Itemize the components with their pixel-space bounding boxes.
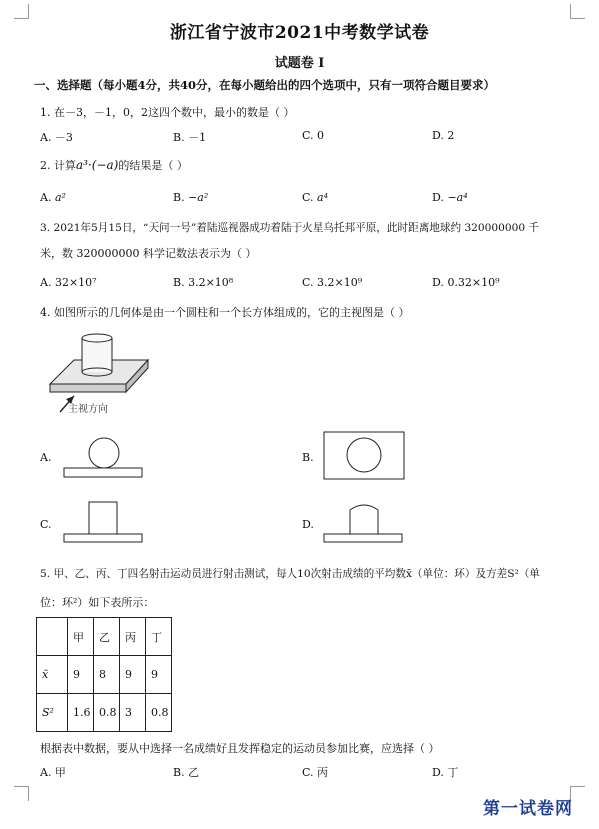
q5-stem-line1: 5. 甲、乙、丙、丁四名射击运动员进行射击测试，每人10次射击成绩的平均数x̄（单位：环）及方差S²（单 (40, 568, 540, 580)
q5-stem-line2: 位：环²）如下表所示： (40, 596, 155, 609)
option-a-rectangle (64, 468, 142, 477)
q1-option-c: C. 0 (302, 129, 325, 142)
q2-stem-prefix: 2. 计算 (40, 159, 76, 172)
q3-option-a-value: 32×10⁷ (54, 276, 97, 289)
table-cell: 9 (68, 656, 94, 694)
q5-option-a: A. 甲 (40, 766, 66, 779)
q4-option-d-label: D. (302, 518, 314, 531)
q5-stats-table (36, 617, 172, 732)
q3-option-c-label: C. (302, 276, 314, 289)
q2-option-b-label: B. (173, 191, 185, 204)
q2-option-c-label: C. (302, 191, 314, 204)
table-cell: 0.8 (94, 694, 120, 732)
table-header-cell: 甲 (68, 618, 94, 656)
option-d-base-rect (324, 534, 402, 542)
q4-option-b-label: B. (302, 451, 314, 464)
q3-stem-line1: 3. 2021年5月15日，“天问一号”着陆巡视器成功着陆于火星乌托邦平原，此时距离地球约 320000000 千 (40, 222, 540, 234)
footer-watermark: 第一试卷网 (483, 799, 573, 819)
table-cell: 3 (120, 694, 146, 732)
table-header-cell: 丙 (120, 618, 146, 656)
table-header-cell: 丁 (146, 618, 172, 656)
q4-stem: 4. 如图所示的几何体是由一个圆柱和一个长方体组成的，它的主视图是（ ） (40, 306, 410, 319)
q1-option-a: A. －3 (40, 131, 73, 144)
table-row-label: S² (37, 694, 68, 732)
q2-stem-math: a³·(−a) (76, 158, 119, 172)
table-header-row (37, 618, 172, 656)
corner-mark (14, 786, 29, 801)
q4-option-c-label: C. (40, 518, 52, 531)
q4-view-label: 主视方向 (68, 404, 108, 415)
table-row (37, 656, 172, 694)
option-d-cylinder-shape (350, 505, 378, 534)
table-header-cell: 乙 (94, 618, 120, 656)
q3-option-b-value: 3.2×10⁸ (188, 276, 234, 289)
table-cell: 1.6 (68, 694, 94, 732)
table-cell: 0.8 (146, 694, 172, 732)
option-c-base-rect (64, 534, 142, 542)
q2-option-c-value: a⁴ (317, 191, 328, 204)
table-cell: 8 (94, 656, 120, 694)
q4-option-c-figure (62, 498, 146, 544)
q4-option-b-figure (322, 430, 408, 482)
q3-option-d-label: D. (432, 276, 444, 289)
q3-stem-line2: 米，数 320000000 科学记数法表示为（ ） (40, 247, 257, 260)
q5-question: 根据表中数据，要从中选择一名成绩好且发挥稳定的运动员参加比赛，应选择（ ） (40, 742, 440, 755)
corner-mark (14, 4, 29, 19)
q2-option-a-value: a² (54, 191, 66, 204)
q2-option-d-label: D. (432, 191, 444, 204)
table-row (37, 694, 172, 732)
q1-stem: 1. 在－3，－1，0，2这四个数中，最小的数是（ ） (40, 106, 295, 119)
table-cell: 9 (120, 656, 146, 694)
q3-option-c-value: 3.2×10⁹ (317, 276, 363, 289)
q4-option-d-figure (322, 498, 406, 544)
q1-option-d: D. 2 (432, 129, 455, 142)
q4-option-a-label: A. (40, 451, 52, 464)
q5-option-c: C. 丙 (302, 766, 329, 779)
option-c-cylinder-rect (89, 502, 117, 534)
table-row-label: x̄ (37, 656, 68, 694)
q1-option-b: B. －1 (173, 131, 207, 144)
q2-stem-suffix: 的结果是（ ） (118, 159, 188, 172)
q2-stem (40, 157, 188, 173)
q2-option-a-label: A. (40, 191, 52, 204)
q2-option-d-value: −a⁴ (447, 191, 468, 204)
q5-option-b: B. 乙 (173, 766, 200, 779)
option-b-circle (347, 438, 381, 472)
table-cell: 9 (146, 656, 172, 694)
prism-front-face (50, 384, 126, 392)
cylinder-top (82, 334, 112, 342)
q3-option-b-label: B. (173, 276, 185, 289)
corner-mark (570, 4, 585, 19)
q2-option-b-value: −a² (188, 191, 209, 204)
q3-option-d-value: 0.32×10⁹ (447, 276, 500, 289)
q4-option-a-figure (62, 430, 146, 480)
page-title: 浙江省宁波市2021中考数学试卷 (169, 23, 430, 43)
q5-option-d: D. 丁 (432, 766, 459, 779)
cylinder-body (82, 338, 112, 372)
page-subtitle: 试题卷 I (274, 56, 325, 71)
table-header-cell (37, 618, 68, 656)
option-a-circle (89, 438, 119, 468)
section-heading: 一、选择题（每小题4分，共40分，在每小题给出的四个选项中，只有一项符合题目要求） (34, 78, 496, 92)
q3-option-a-label: A. (40, 276, 52, 289)
